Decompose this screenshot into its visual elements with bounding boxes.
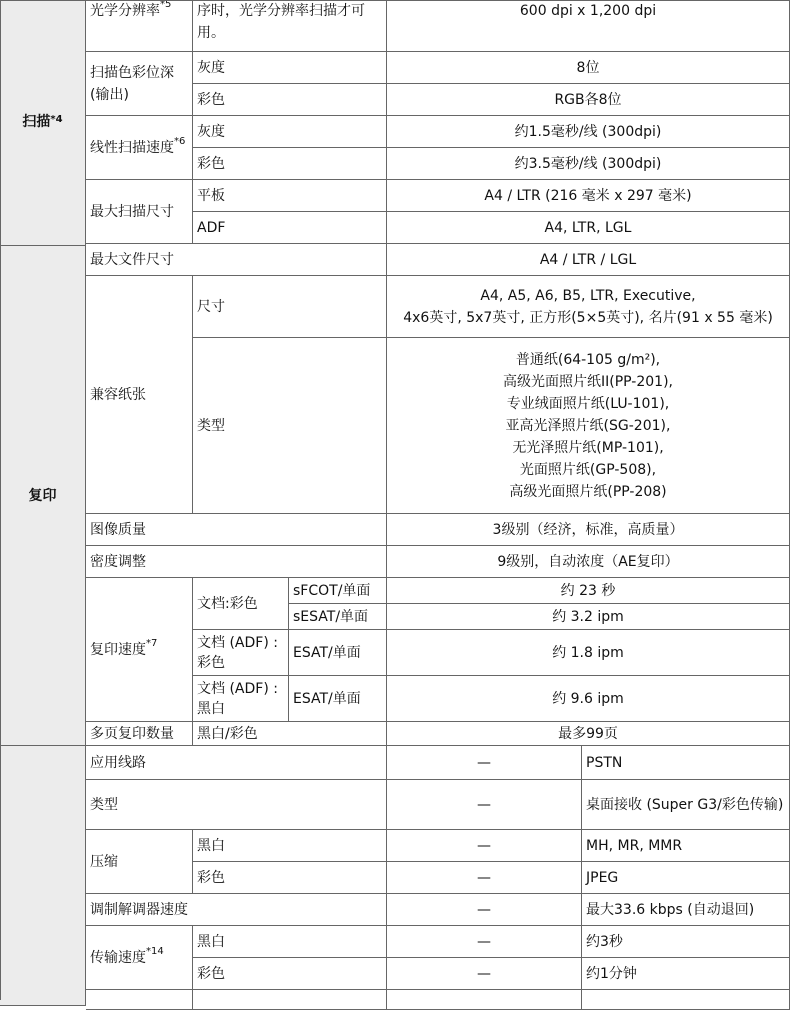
line-speed-note: *6 (174, 135, 186, 147)
next-row-label (86, 990, 193, 1010)
sesat-label: sESAT/单面 (289, 604, 387, 630)
density-label: 密度调整 (86, 546, 387, 578)
max-scan-size-adf: ADF (193, 212, 387, 244)
sesat-value: 约 3.2 ipm (387, 604, 790, 630)
paper-size-label: 尺寸 (193, 276, 387, 338)
max-scan-size-adf-value: A4, LTR, LGL (387, 212, 790, 244)
tx-speed-bw: 黑白 (193, 926, 387, 958)
multi-copy-label: 多页复印数量 (86, 722, 193, 746)
fax-line-dash: — (387, 746, 582, 780)
paper-type-line: 专业绒面照片纸(LU-101), (506, 395, 670, 412)
tx-speed-color-value: 约1分钟 (582, 958, 790, 990)
compression-bw: 黑白 (193, 830, 387, 862)
category-scan: 扫描 $^{*4}$ (0, 0, 86, 246)
adf-bw-label: 文档 (ADF) : 黑白 (193, 676, 289, 722)
paper-type-values (387, 338, 790, 514)
compression-bw-dash: — (387, 830, 582, 862)
paper-size-values (387, 276, 790, 338)
modem-speed-dash: — (387, 894, 582, 926)
paper-size-line: A4, A5, A6, B5, LTR, Executive, (480, 287, 696, 304)
doc-color-label: 文档:彩色 (193, 578, 289, 630)
max-scan-size-label: 最大扫描尺寸 (86, 180, 193, 244)
tx-speed-note: *14 (146, 945, 164, 957)
compression-label: 压缩 (86, 830, 193, 894)
color-depth-gray: 灰度 (193, 52, 387, 84)
modem-speed-label: 调制解调器速度 (86, 894, 387, 926)
next-row-dash (387, 990, 582, 1010)
compression-color-dash: — (387, 862, 582, 894)
paper-type-line: 高级光面照片纸II(PP-201), (503, 373, 673, 390)
compatible-paper-label: 兼容纸张 (86, 276, 193, 514)
tx-speed-bw-value: 约3秒 (582, 926, 790, 958)
esat-color-label: ESAT/单面 (289, 630, 387, 676)
compression-color: 彩色 (193, 862, 387, 894)
paper-type-line: 无光泽照片纸(MP-101), (512, 439, 664, 456)
esat-bw-value: 约 9.6 ipm (387, 676, 790, 722)
image-quality-value: 3级别（经济，标准，高质量） (387, 514, 790, 546)
tx-speed-bw-dash: — (387, 926, 582, 958)
category-scan-label: 扫描 (22, 113, 51, 130)
optical-resolution-desc: 序时，光学分辨率扫描才可用。 (193, 0, 387, 52)
density-value: 9级别，自动浓度（AE复印） (387, 546, 790, 578)
max-doc-size-value: A4 / LTR / LGL (387, 244, 790, 276)
image-quality-label: 图像质量 (86, 514, 387, 546)
copy-speed-note: *7 (146, 637, 158, 649)
color-depth-color: 彩色 (193, 84, 387, 116)
tx-speed-text: 传输速度 (90, 949, 146, 966)
fax-type-value: 桌面接收 (Super G3/彩色传输) (582, 780, 790, 830)
copy-speed-text: 复印速度 (90, 641, 146, 658)
paper-type-line: 亚高光泽照片纸(SG-201), (505, 417, 671, 434)
next-row-value (582, 990, 790, 1010)
tx-speed-color: 彩色 (193, 958, 387, 990)
copy-speed-label (86, 578, 193, 722)
max-doc-size-label: 最大文件尺寸 (86, 244, 387, 276)
optical-resolution-text: 光学分辨率 (90, 3, 160, 19)
multi-copy-value: 最多99页 (387, 722, 790, 746)
next-row-mode (193, 990, 387, 1010)
color-depth-color-value: RGB各8位 (387, 84, 790, 116)
line-speed-color: 彩色 (193, 148, 387, 180)
fax-line-label: 应用线路 (86, 746, 387, 780)
paper-type-label: 类型 (193, 338, 387, 514)
paper-size-line: 4x6英寸, 5x7英寸, 正方形(5×5英寸), 名片(91 x 55 毫米) (403, 309, 773, 326)
sfcot-value: 约 23 秒 (387, 578, 790, 604)
color-depth-gray-value: 8位 (387, 52, 790, 84)
multi-copy-mode: 黑白/彩色 (193, 722, 387, 746)
line-speed-label (86, 116, 193, 180)
esat-bw-label: ESAT/单面 (289, 676, 387, 722)
paper-type-line: 普通纸(64-105 g/m²), (515, 351, 661, 368)
fax-type-label: 类型 (86, 780, 387, 830)
fax-line-value: PSTN (582, 746, 790, 780)
line-speed-color-value: 约3.5毫秒/线 (300dpi) (387, 148, 790, 180)
esat-color-value: 约 1.8 ipm (387, 630, 790, 676)
optical-resolution-note: *5 (160, 0, 172, 11)
optical-resolution-label (86, 0, 193, 52)
line-speed-gray-value: 约1.5毫秒/线 (300dpi) (387, 116, 790, 148)
tx-speed-label (86, 926, 193, 990)
optical-resolution-value: 600 dpi x 1,200 dpi (387, 0, 790, 52)
compression-bw-value: MH, MR, MMR (582, 830, 790, 862)
adf-color-label: 文档 (ADF) : 彩色 (193, 630, 289, 676)
category-copy (0, 246, 86, 746)
fax-type-dash: — (387, 780, 582, 830)
max-scan-size-flatbed-value: A4 / LTR (216 毫米 x 297 毫米) (387, 180, 790, 212)
sfcot-label: sFCOT/单面 (289, 578, 387, 604)
tx-speed-color-dash: — (387, 958, 582, 990)
max-scan-size-flatbed: 平板 (193, 180, 387, 212)
paper-type-line: 高级光面照片纸(PP-208) (509, 483, 667, 500)
modem-speed-value: 最大33.6 kbps (自动退回) (582, 894, 790, 926)
line-speed-gray: 灰度 (193, 116, 387, 148)
paper-type-line: 光面照片纸(GP-508), (519, 461, 657, 478)
compression-color-value: JPEG (582, 862, 790, 894)
color-depth-label (86, 52, 193, 116)
category-fax (0, 746, 86, 1006)
color-depth-text: 扫描色彩位深 (输出) (90, 64, 174, 103)
line-speed-text: 线性扫描速度 (90, 139, 174, 156)
category-copy-label: 复印 (28, 487, 57, 504)
